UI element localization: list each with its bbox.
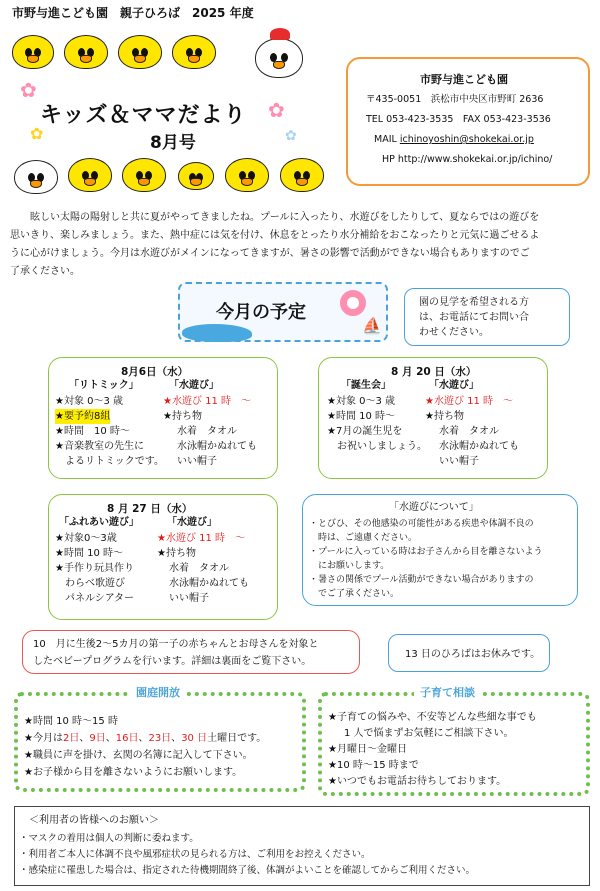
request-box bbox=[14, 806, 590, 886]
event-activity: 「リトミック」 bbox=[69, 380, 139, 391]
event-activity: 「水遊び」 bbox=[429, 380, 479, 391]
event-box-aug6 bbox=[48, 357, 278, 479]
flower-icon: ✿ bbox=[268, 98, 285, 122]
garden-title: 園庭開放 bbox=[130, 684, 186, 700]
newsletter-month: 8月号 bbox=[150, 133, 196, 153]
contact-hp-link[interactable]: http://www.shokekai.or.jp/ichino/ bbox=[397, 154, 553, 165]
event-detail: パネルシアター bbox=[65, 593, 135, 604]
garden-days-suffix: 土曜日です。 bbox=[207, 733, 267, 744]
tour-note-line: は、お電話にてお問い合 bbox=[419, 312, 529, 323]
newsletter-title: キッズ＆ママだより bbox=[40, 103, 247, 128]
closed-note: 13 日のひろばはお休みです。 bbox=[405, 649, 541, 660]
tour-note-line: 園の見学を希望される方 bbox=[419, 297, 529, 308]
garden-watch: ★お子様から目を離さないようにお願いします。 bbox=[24, 767, 243, 778]
water-notes-box bbox=[302, 494, 578, 606]
water-note-line: ・暑さの関係でプール活動ができない場合がありますの bbox=[309, 575, 534, 585]
baby-program-line: 10 月に生後2～5カ月の第一子の赤ちゃんとお母さんを対象と bbox=[33, 639, 319, 650]
event-activity: 「誕生会」 bbox=[341, 380, 391, 391]
contact-mail-row bbox=[374, 132, 534, 147]
intro-paragraph bbox=[10, 209, 590, 281]
contact-hp-label: HP bbox=[382, 154, 395, 165]
event-activity: 「水遊び」 bbox=[167, 517, 217, 528]
event-time: ★時間 10 時～ bbox=[55, 548, 124, 559]
event-activity: 「水遊び」 bbox=[169, 380, 219, 391]
dolphin-icon bbox=[182, 324, 252, 342]
event-items-label: ★持ち物 bbox=[163, 411, 202, 422]
baby-program-box bbox=[22, 630, 360, 674]
flower-icon: ✿ bbox=[30, 124, 44, 143]
event-items: 水泳帽かぬれても bbox=[169, 578, 249, 589]
intro-line: 了承ください。 bbox=[10, 266, 80, 277]
event-water-time: ★水遊び 11 時 ～ bbox=[163, 396, 252, 407]
intro-line: うに心がけましょう。今月は水遊びがメインになってきますが、暑さの影響で活動ができない場合もありますのでご bbox=[10, 248, 530, 259]
consult-line: 1 人で悩まずお気軽にご相談下さい。 bbox=[344, 728, 514, 739]
flower-icon: ✿ bbox=[20, 78, 37, 102]
schedule-title: 今月の予定 bbox=[216, 302, 306, 323]
request-title: ＜利用者の皆様へのお願い＞ bbox=[29, 815, 159, 826]
contact-box bbox=[346, 57, 590, 186]
event-activity: 「ふれあい遊び」 bbox=[59, 517, 139, 528]
contact-mail-link[interactable]: ichinoyoshin@shokekai.or.jp bbox=[399, 134, 534, 145]
intro-line: 眩しい太陽の陽射しと共に夏がやってきましたね。プールに入ったり、水遊びをしたりして、夏ならではの遊びを bbox=[30, 212, 540, 223]
garden-days-sep: 、 bbox=[105, 733, 116, 744]
contact-tel-fax: TEL 053-423-3535 FAX 053-423-3536 bbox=[366, 114, 551, 125]
event-detail: よるリトミックです。 bbox=[65, 456, 164, 467]
event-water-time: ★水遊び 11 時 ～ bbox=[425, 396, 514, 407]
sailboat-icon: ⛵ bbox=[362, 316, 382, 335]
header-org-year: 市野与進こども園 親子ひろば 2025 年度 bbox=[12, 6, 254, 20]
event-target: ★対象0～3歳 bbox=[55, 533, 117, 544]
consult-days: ★月曜日～金曜日 bbox=[328, 744, 407, 755]
event-time: ★時間 10 時～ bbox=[55, 426, 130, 437]
flower-icon: ✿ bbox=[285, 128, 297, 144]
contact-hp-row bbox=[382, 152, 552, 167]
request-line: ・利用者ご本人に体調不良や風邪症状の見られる方は、ご利用をお控えください。 bbox=[19, 849, 371, 860]
water-note-line: にお願いします。 bbox=[309, 561, 390, 571]
tour-note-line: わせください。 bbox=[419, 327, 489, 338]
event-date: 8月6日（水） bbox=[121, 366, 189, 378]
event-items-label: ★持ち物 bbox=[425, 411, 464, 422]
swim-ring-icon bbox=[340, 290, 366, 316]
consult-title: 子育て相談 bbox=[414, 684, 481, 700]
event-items: いい帽子 bbox=[177, 456, 217, 467]
water-notes-title: 「水遊びについて」 bbox=[389, 502, 479, 513]
closed-note-box bbox=[388, 634, 550, 672]
garden-days-prefix: ★今月は bbox=[24, 733, 63, 744]
request-line: ・感染症に罹患した場合は、指定された待機期間終了後、体調がよいことを確認してからご利用ください。 bbox=[19, 865, 476, 876]
event-date: 8 月 27 日（水） bbox=[107, 503, 193, 515]
contact-mail-label: MAIL bbox=[374, 134, 397, 145]
event-time: ★時間 10 時～ bbox=[327, 411, 396, 422]
request-line: ・マスクの着用は個人の判断に委ねます。 bbox=[19, 833, 199, 844]
garden-days-sep: 、 bbox=[79, 733, 90, 744]
consult-box bbox=[318, 686, 590, 796]
water-note-line: ・とびひ、その他感染の可能性がある疾患や体調不良の bbox=[309, 519, 534, 529]
garden-register: ★職員に声を掛け、玄関の名簿に記入して下さい。 bbox=[24, 750, 253, 761]
garden-day: 23日 bbox=[148, 733, 172, 744]
event-target: ★対象 0～3 歳 bbox=[55, 396, 124, 407]
garden-days-sep: 、 bbox=[171, 733, 182, 744]
event-items: 水泳帽かぬれても bbox=[439, 441, 519, 452]
water-note-line: でご了承ください。 bbox=[309, 589, 400, 599]
event-target: ★対象 0～3 歳 bbox=[327, 396, 396, 407]
event-items: 水泳帽かぬれても bbox=[177, 441, 257, 452]
event-items: いい帽子 bbox=[439, 456, 479, 467]
water-note-line: ・プールに入っている時はお子さんから目を離さないよう bbox=[309, 547, 543, 557]
event-detail: ★手作り玩具作り bbox=[55, 563, 134, 574]
garden-days-sep: 、 bbox=[138, 733, 149, 744]
garden-day: 2日 bbox=[62, 733, 80, 744]
garden-day: 9日 bbox=[89, 733, 106, 744]
event-date: 8 月 20 日（水） bbox=[391, 366, 477, 378]
event-items: いい帽子 bbox=[169, 593, 209, 604]
event-items-label: ★持ち物 bbox=[157, 548, 196, 559]
consult-time: ★10 時～15 時まで bbox=[328, 760, 419, 771]
event-items: 水着 タオル bbox=[169, 563, 229, 574]
garden-day: 16日 bbox=[115, 733, 139, 744]
baby-program-line: したベビープログラムを行います。詳細は裏面をご覧下さい。 bbox=[33, 656, 312, 667]
event-box-aug27 bbox=[48, 494, 278, 620]
event-items: 水着 タオル bbox=[177, 426, 237, 437]
water-note-line: 時は、ご遠慮ください。 bbox=[309, 533, 418, 543]
event-items: 水着 タオル bbox=[439, 426, 499, 437]
event-box-aug20 bbox=[318, 357, 548, 479]
consult-line: ★子育ての悩みや、不安等どんな些細な事でも bbox=[328, 712, 537, 723]
intro-line: 思いきり、楽しみましょう。また、熱中症には気を付け、休息をとったり水分補給をおこなったりと元気に過ごせるよ bbox=[10, 230, 540, 241]
event-detail: ★音楽教室の先生に bbox=[55, 441, 144, 452]
garden-time: ★時間 10 時～15 時 bbox=[24, 716, 118, 727]
event-detail: ★7月の誕生児を bbox=[327, 426, 403, 437]
garden-box bbox=[14, 686, 306, 792]
garden-days bbox=[24, 731, 266, 746]
tour-note-box bbox=[404, 288, 570, 346]
garden-day: 30 日 bbox=[181, 733, 208, 744]
contact-address: 〒435-0051 浜松市中央区市野町 2636 bbox=[366, 94, 544, 105]
contact-name: 市野与進こども園 bbox=[420, 73, 508, 86]
event-detail: お祝いしましょう。 bbox=[337, 441, 427, 452]
event-detail: わらべ歌遊び bbox=[65, 578, 125, 589]
event-water-time: ★水遊び 11 時 ～ bbox=[157, 533, 246, 544]
consult-call: ★いつでもお電話お待ちしております。 bbox=[328, 776, 507, 787]
event-reservation: ★要予約8組 bbox=[55, 411, 111, 422]
